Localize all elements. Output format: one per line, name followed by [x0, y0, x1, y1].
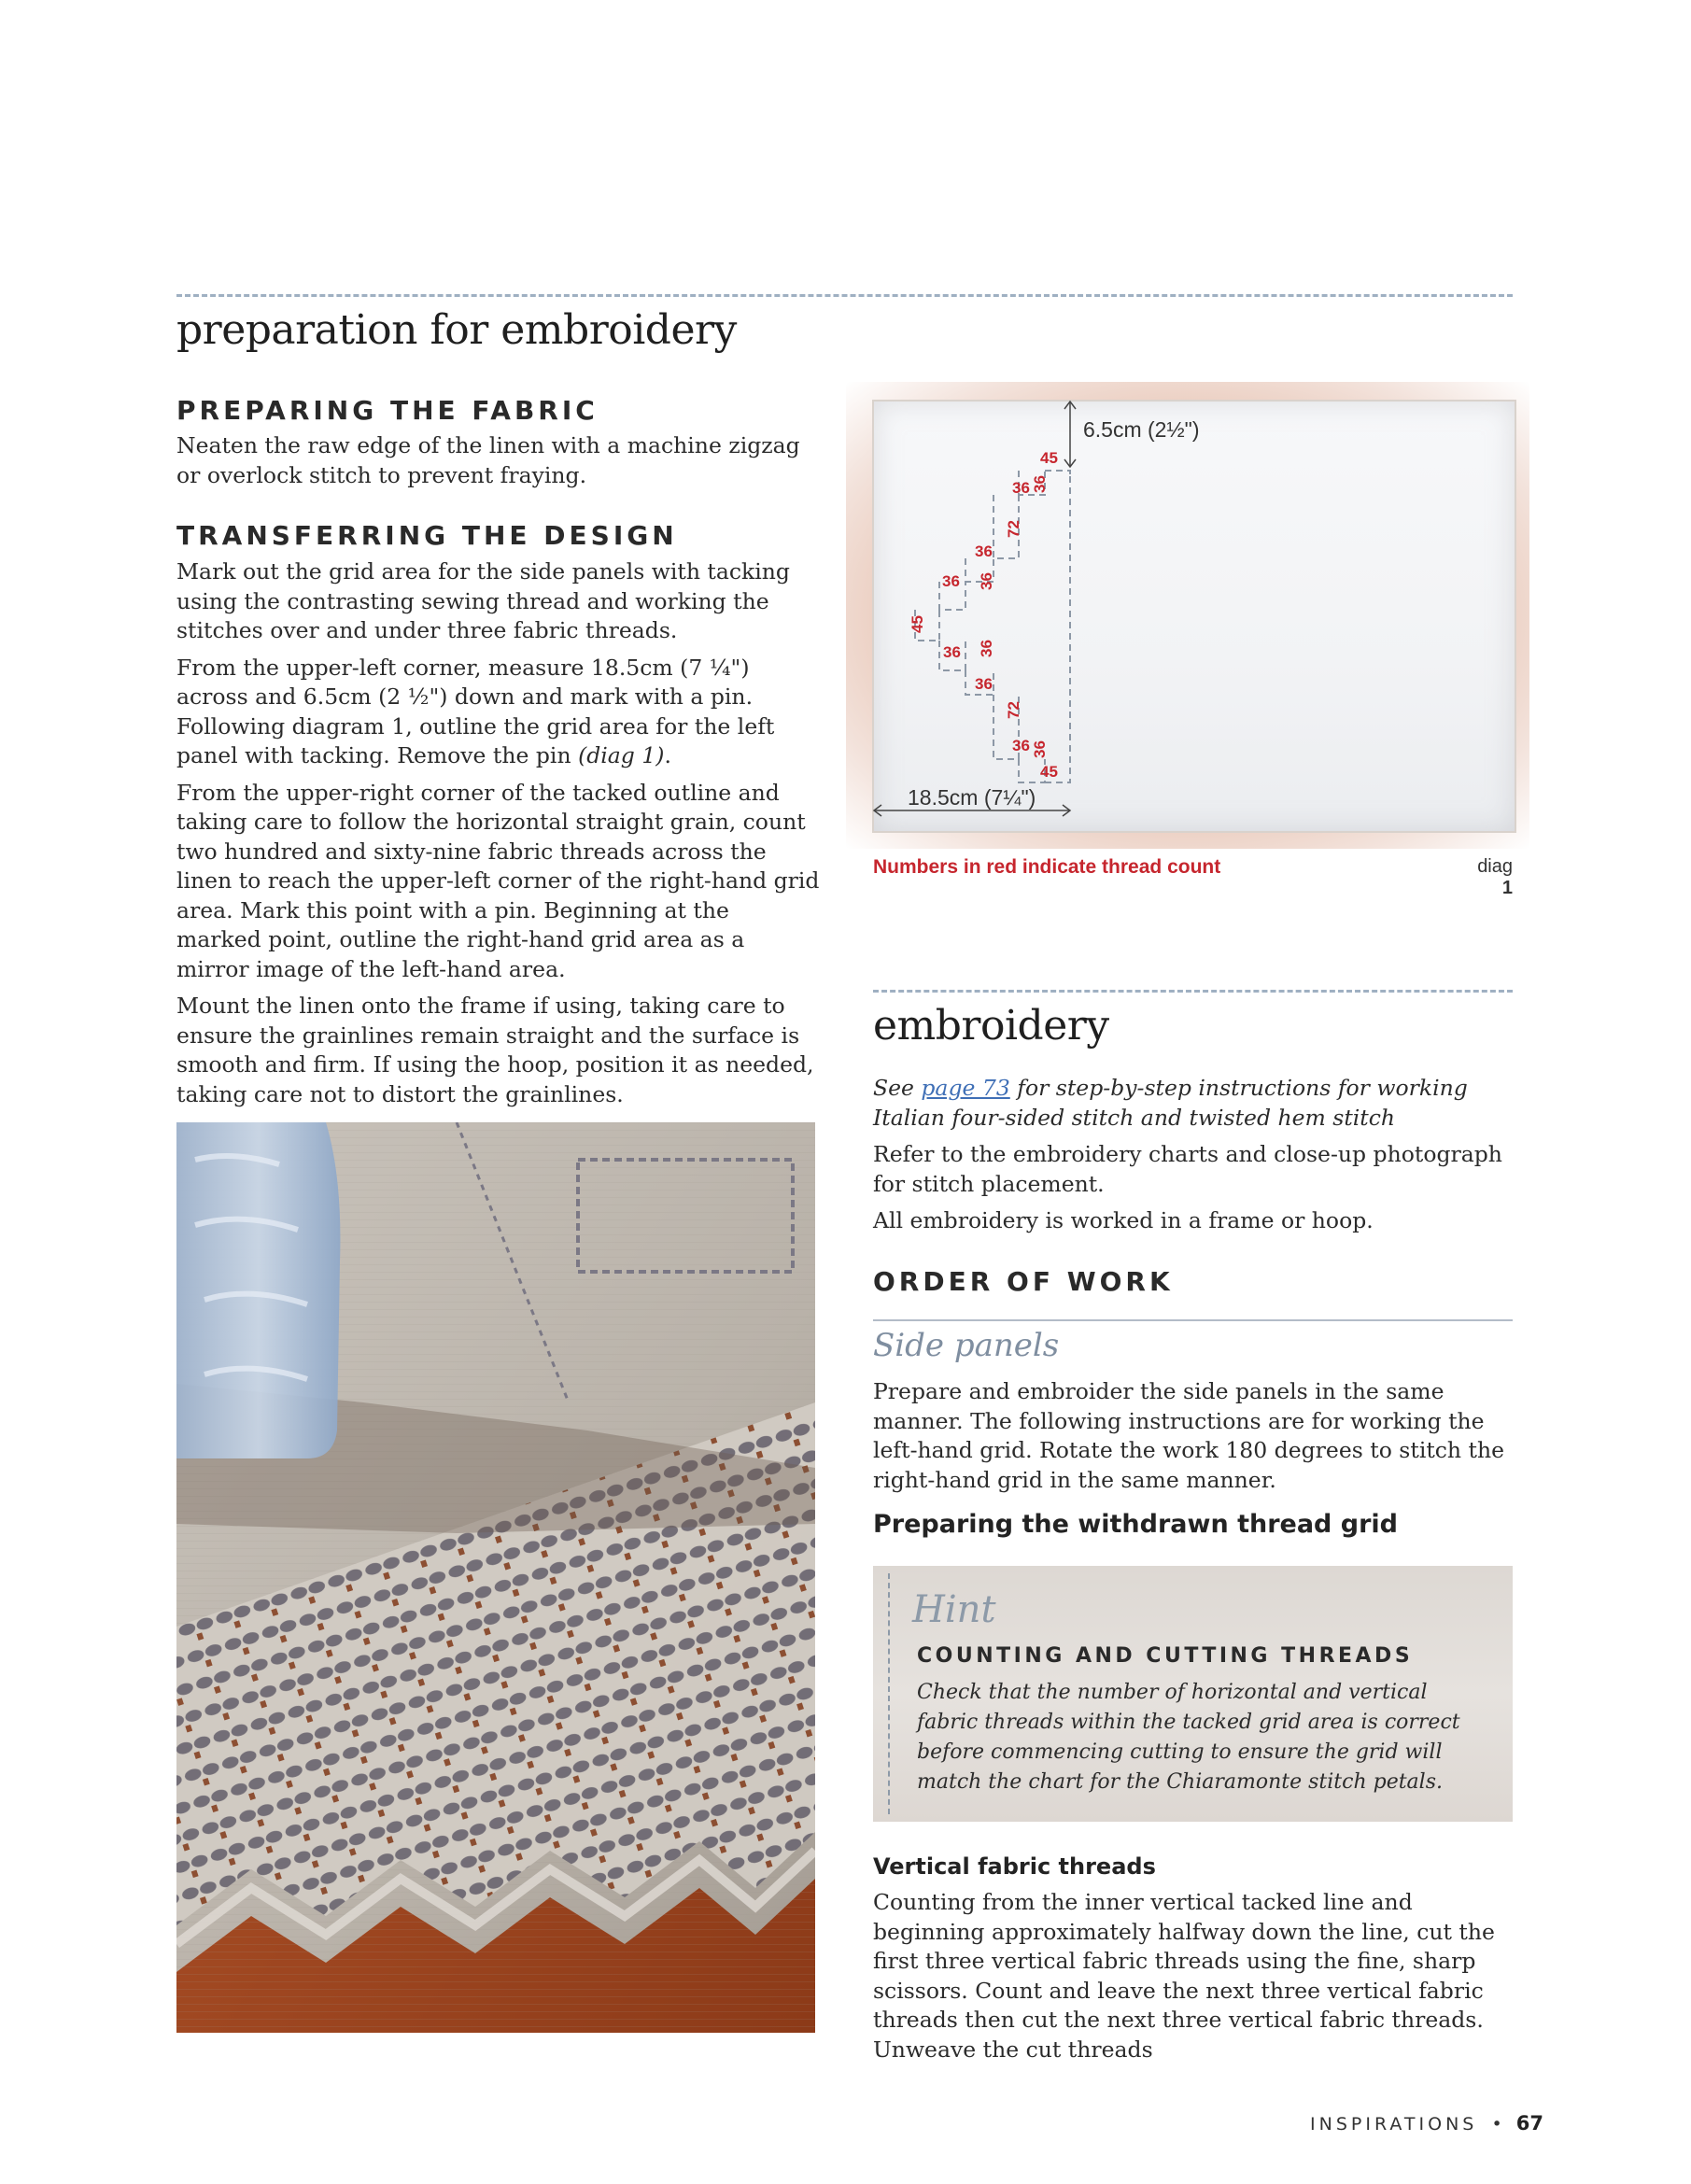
count-label: 36: [1031, 475, 1049, 493]
top-measure-label: 6.5cm (2½"): [1083, 417, 1200, 442]
diagram-caption-label: [1464, 856, 1513, 899]
paragraph: Counting from the inner vertical tacked line and beginning approximately halfway down the line, cut the first three vertical fabric threads using the fine, sharp scissors. Count and leave the next three vertical fabric threads then cut the next three vertical fabric threads. Unweave the cut threads: [873, 1889, 1495, 2063]
hint-box: [873, 1566, 1513, 1822]
count-label: 45: [1040, 449, 1058, 467]
transferring-design-text: [176, 557, 821, 1117]
heading-preparing-fabric: PREPARING THE FABRIC: [176, 395, 599, 426]
heading-order-of-work: ORDER OF WORK: [873, 1266, 1174, 1297]
count-label: 45: [1040, 763, 1058, 781]
diag-reference: (diag 1): [578, 742, 665, 768]
p2-main: From the upper-left corner, measure 18.5cm (7 ¼") across and 6.5cm (2 ½") down and mark with a pin. Following diagram 1, outline the grid area for the left panel with tacking. Remove the pin: [176, 654, 775, 768]
count-label: 72: [1005, 520, 1022, 538]
hint-body: Check that the number of horizontal and vertical fabric threads within the tacked grid area is correct before commencing cutting to ensure the grid will match the chart for the Chiaramonte stitch petals.: [917, 1681, 1460, 1794]
paragraph-2: [176, 654, 821, 771]
p2-end: .: [664, 742, 671, 768]
intro-see: See: [873, 1075, 922, 1101]
diag-number: 1: [1501, 878, 1513, 898]
heading-withdrawn-thread-grid: Preparing the withdrawn thread grid: [873, 1510, 1399, 1539]
preparing-fabric-text: [176, 431, 821, 498]
count-label: 45: [909, 615, 926, 633]
count-label: 36: [975, 675, 993, 693]
section-title-embroidery: embroidery: [873, 1002, 1109, 1050]
count-label: 36: [978, 572, 995, 590]
paragraph-4: Mount the linen onto the frame if using, taking care to ensure the grainlines remain straight and the surface is smooth and firm. If using the hoop, position it as needed, taking care not to distort the grainlines.: [176, 993, 814, 1107]
count-label: 36: [1031, 740, 1049, 758]
subsection-side-panels: Side panels: [873, 1327, 1060, 1364]
count-label: 36: [943, 643, 961, 661]
count-label: 36: [1012, 479, 1030, 497]
paragraph: Prepare and embroider the side panels in the same manner. The following instructions are for working the left-hand grid. Rotate the work 180 degrees to stitch the right-hand grid in the same manner.: [873, 1378, 1505, 1493]
diag-word: diag: [1477, 856, 1513, 877]
embroidery-divider: [873, 990, 1513, 993]
vertical-threads-text: [873, 1888, 1513, 2072]
diagram-1: [872, 400, 1513, 829]
embroidery-intro: [873, 1074, 1513, 1244]
side-panels-text: [873, 1377, 1513, 1502]
intro-rest: for step-by-step instructions for working Italian four-sided stitch and twisted hem stitch: [873, 1075, 1468, 1131]
hint-label: Hint: [912, 1588, 996, 1631]
paragraph: Neaten the raw edge of the linen with a machine zigzag or overlock stitch to prevent fraying.: [176, 432, 800, 488]
count-label: 36: [975, 542, 993, 560]
heading-transferring-design: TRANSFERRING THE DESIGN: [176, 520, 678, 551]
publication-name: INSPIRATIONS: [1310, 2114, 1478, 2135]
hint-title: COUNTING AND CUTTING THREADS: [917, 1644, 1414, 1668]
thread-counts: [909, 449, 1058, 781]
intro-paragraph: [873, 1074, 1513, 1133]
left-measure-label: 18.5cm (7¼"): [908, 785, 1036, 810]
footer-bullet: •: [1491, 2114, 1502, 2135]
page-footer: [1289, 2112, 1543, 2135]
count-label: 36: [1012, 737, 1030, 754]
top-divider: [176, 294, 1513, 297]
grid-outline: [915, 471, 1070, 782]
paragraph-2: All embroidery is worked in a frame or hoop.: [873, 1207, 1374, 1233]
count-label: 72: [1005, 701, 1022, 719]
count-label: 36: [942, 572, 960, 590]
paragraph-1: Mark out the grid area for the side panels with tacking using the contrasting sewing thread and working the stitches over and under three fabric threads.: [176, 558, 790, 643]
paragraph-3: From the upper-right corner of the tacked outline and taking care to follow the horizontal straight grain, count two hundred and sixty-nine fabric threads across the linen to reach the upper-left corner of the right-hand grid area. Mark this point with a pin. Beginning at the marked point, outline the right-hand grid area as a mirror image of the left-hand area.: [176, 779, 820, 982]
order-underline: [873, 1319, 1513, 1321]
heading-vertical-threads: Vertical fabric threads: [873, 1853, 1156, 1880]
hint-dashed-line: [888, 1573, 890, 1814]
table-runner-photo: [176, 1122, 815, 2033]
section-title-preparation: preparation for embroidery: [176, 306, 737, 354]
count-label: 36: [978, 640, 995, 657]
page-number: 67: [1515, 2112, 1543, 2135]
paragraph-1: Refer to the embroidery charts and close-up photograph for stitch placement.: [873, 1141, 1502, 1197]
page-73-link[interactable]: page 73: [921, 1075, 1010, 1101]
diagram-caption-note: Numbers in red indicate thread count: [873, 856, 1221, 878]
